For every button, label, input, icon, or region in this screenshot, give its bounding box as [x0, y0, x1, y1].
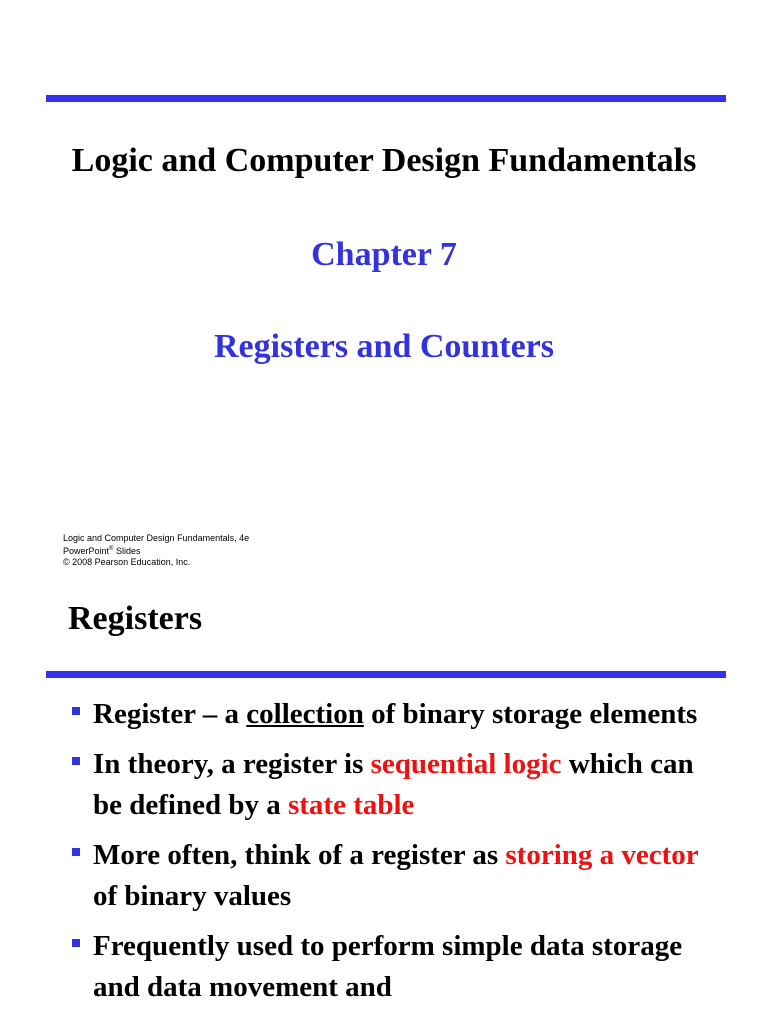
- credits-book: Logic and Computer Design Fundamentals, 4e: [63, 533, 250, 543]
- square-bullet-icon: [72, 707, 80, 715]
- chapter-label: Chapter 7: [311, 236, 457, 273]
- highlight-term: storing a vector: [505, 839, 699, 871]
- bullet-item: Register – a collection of binary storage elements: [0, 694, 768, 735]
- highlight-term: sequential logic: [370, 748, 562, 780]
- bullet-item: In theory, a register is sequential logic which can be defined by a state table: [0, 744, 768, 826]
- section-divider: [46, 671, 726, 678]
- credits-copyright: © 2008 Pearson Education, Inc.: [63, 557, 191, 567]
- section-heading: Registers: [68, 600, 203, 637]
- bullet-item: More often, think of a register as storing a vector of binary values: [0, 835, 768, 917]
- top-divider: [46, 95, 726, 102]
- credits-slides: PowerPoint® Slides: [63, 546, 141, 556]
- highlight-term: state table: [287, 789, 415, 821]
- bullet-list: [0, 694, 768, 1017]
- underlined-term: collection: [246, 698, 364, 730]
- slide-title: Logic and Computer Design Fundamentals: [71, 142, 697, 179]
- square-bullet-icon: [72, 848, 80, 856]
- square-bullet-icon: [72, 757, 80, 765]
- credits-block: [63, 533, 249, 568]
- square-bullet-icon: [72, 939, 80, 947]
- chapter-subtitle: Registers and Counters: [214, 328, 554, 365]
- bullet-item: Frequently used to perform simple data storage and data movement and: [0, 926, 768, 1008]
